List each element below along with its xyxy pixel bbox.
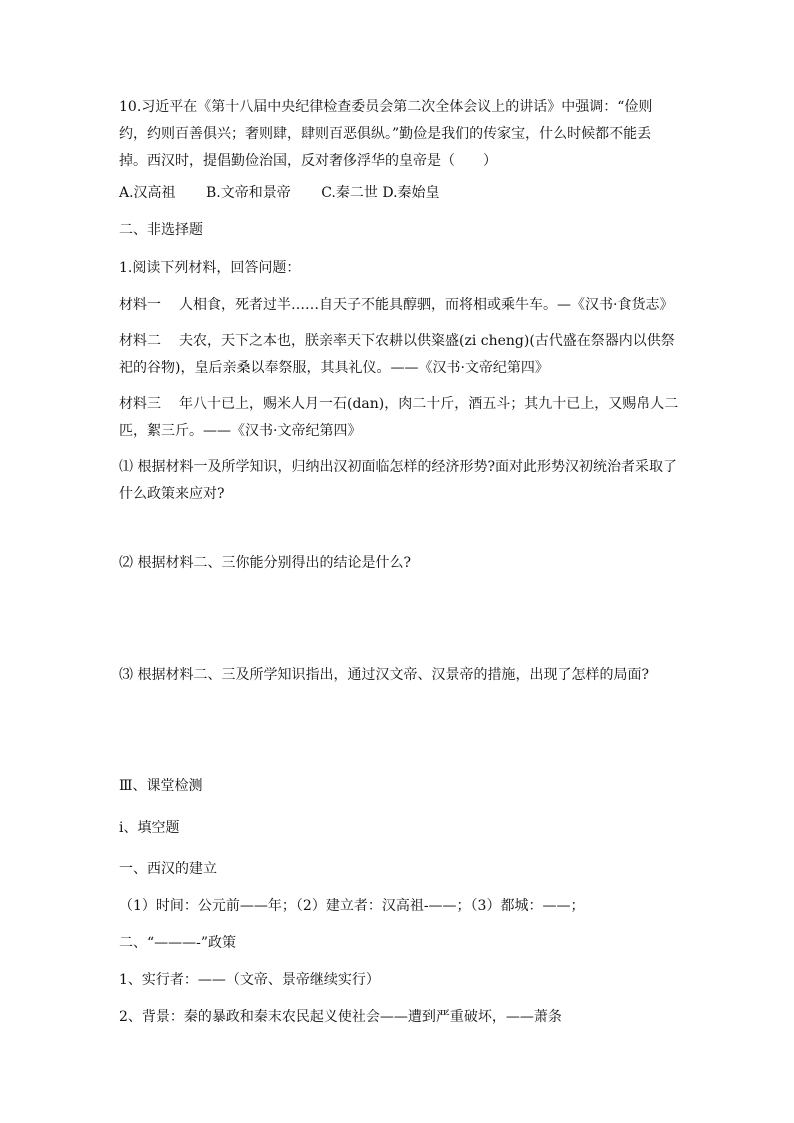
material-2 — [119, 328, 679, 382]
option-d: D.秦始皇 — [382, 185, 440, 201]
material-1-label: 材料一 — [119, 297, 161, 313]
material-3-label: 材料三 — [119, 396, 161, 412]
material-1 — [119, 292, 679, 319]
fill-item-4: 1、实行者：——（文帝、景帝继续实行） — [119, 972, 380, 988]
section-heading-nonchoice: 二、非选择题 — [119, 222, 203, 238]
fill-item-5: 2、背景：秦的暴政和秦末农民起义使社会——遭到严重破坏，——萧条 — [119, 1009, 562, 1025]
sub-question-2: ⑵ 根据材料二、三你能分别得出的结论是什么? — [119, 555, 411, 571]
question-1-intro: 1.阅读下列材料，回答问题： — [119, 260, 301, 276]
section-heading-class-test: Ⅲ、课堂检测 — [119, 778, 203, 794]
option-b: B.文帝和景帝 — [206, 185, 291, 201]
option-c: C.秦二世 — [321, 185, 378, 201]
fill-item-3: 二、“———-”政策 — [119, 935, 237, 951]
material-2-text: 夫农，天下之本也，朕亲率天下农耕以供粢盛(zi cheng)(古代盛在祭器内以供祭祀的谷物)，皇后亲桑以奉祭服，其具礼仪。——《汉书·文帝纪第四》 — [119, 333, 675, 376]
question-10-stem: 10.习近平在《第十八届中央纪律检查委员会第二次全体会议上的讲话》中强调：“俭则约，约则百善俱兴；奢则肆，肆则百恶俱纵。”勤俭是我们的传家宝，什么时候都不能丢掉。西汉时，提倡勤俭治国，反对奢侈浮华的皇帝是（ ） — [119, 99, 653, 169]
fill-blank-heading: ⅰ、填空题 — [119, 820, 180, 836]
material-1-text: 人相食，死者过半……自天子不能具醇驷，而将相或乘牛车。—《汉书·食货志》 — [179, 297, 674, 313]
material-3 — [119, 391, 679, 445]
fill-item-1: 一、西汉的建立 — [119, 861, 217, 877]
material-3-text: 年八十已上，赐米人月一石(dan)，肉二十斤，酒五斗；其九十已上，又赐帛人二匹，絮三斤。——《汉书·文帝纪第四》 — [119, 396, 679, 439]
sub-question-1: ⑴ 根据材料一及所学知识，归纳出汉初面临怎样的经济形势?面对此形势汉初统治者采取了什么政策来应对? — [119, 459, 677, 502]
material-2-label: 材料二 — [119, 333, 161, 349]
sub-question-3: ⑶ 根据材料二、三及所学知识指出，通过汉文帝、汉景帝的措施，出现了怎样的局面? — [119, 667, 649, 683]
option-a: A.汉高祖 — [119, 185, 176, 201]
question-10-options — [119, 180, 679, 207]
fill-item-2: （1）时间：公元前——年；（2）建立者：汉高祖-——；（3）都城：——； — [119, 898, 585, 914]
